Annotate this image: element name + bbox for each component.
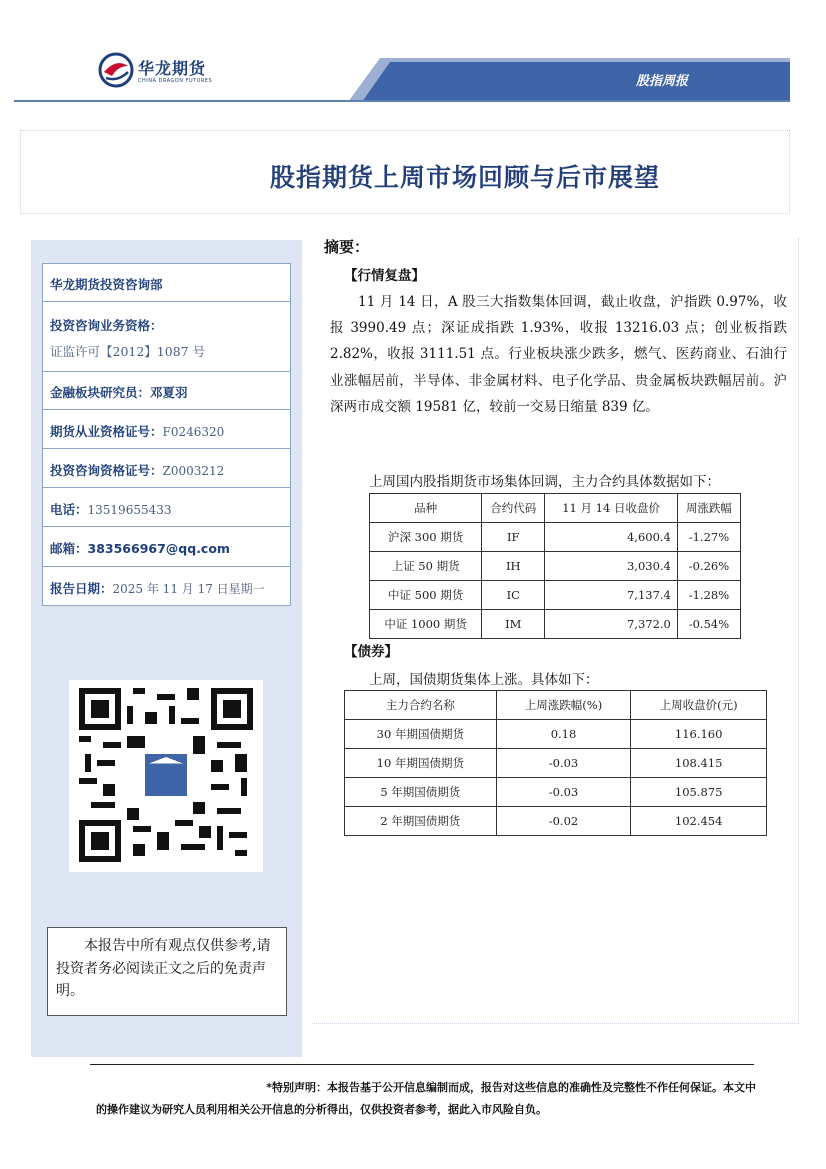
email-value[interactable]: 383566967@qq.com xyxy=(87,541,230,556)
table-header-row xyxy=(345,691,767,720)
futures-table-lead: 上周国内股指期货市场集体回调，主力合约具体数据如下： xyxy=(369,474,720,490)
table-cell: 中证 1000 期货 xyxy=(370,610,482,639)
disclaimer-notice xyxy=(47,927,287,1016)
table-cell: 沪深 300 期货 xyxy=(370,523,482,552)
report-title: 股指期货上周市场回顾与后市展望 xyxy=(270,163,661,192)
table-cell: 上证 50 期货 xyxy=(370,552,482,581)
report-type-tag: 股指周报 xyxy=(636,74,689,89)
table-row xyxy=(345,778,767,807)
col-header: 合约代码 xyxy=(482,494,545,523)
table-cell: 116.160 xyxy=(631,720,767,749)
researcher-name: 邓夏羽 xyxy=(150,385,188,400)
col-header: 主力合约名称 xyxy=(345,691,497,720)
table-row xyxy=(370,581,741,610)
table-cell: 0.18 xyxy=(496,720,631,749)
info-row-date xyxy=(43,567,290,605)
dragon-logo-icon xyxy=(98,52,134,88)
table-cell: 10 年期国债期货 xyxy=(345,749,497,778)
bonds-heading: 【债券】 xyxy=(344,644,398,660)
index-futures-table xyxy=(369,493,741,639)
table-cell: -1.28% xyxy=(677,581,740,610)
col-header: 周涨跌幅 xyxy=(677,494,740,523)
advisory-cert-value: Z0003212 xyxy=(162,464,225,478)
table-cell: 102.454 xyxy=(631,807,767,836)
table-cell: 5 年期国债期货 xyxy=(345,778,497,807)
report-date-value: 2025 年 11 月 17 日星期一 xyxy=(112,582,265,596)
footer-line-1: *特别声明：本报告基于公开信息编制而成，报告对这些信息的准确性及完整性不作任何保证。本文中 xyxy=(266,1081,756,1094)
footer-divider xyxy=(90,1064,754,1065)
table-cell: IF xyxy=(482,523,545,552)
phone-value: 13519655433 xyxy=(87,503,172,517)
qr-code-card xyxy=(69,680,263,872)
table-row xyxy=(370,610,741,639)
footer-disclaimer xyxy=(96,1077,756,1121)
header-divider xyxy=(14,100,789,102)
department-name: 华龙期货投资咨询部 xyxy=(50,277,163,292)
table-cell: IM xyxy=(482,610,545,639)
table-row xyxy=(370,552,741,581)
researcher-label: 金融板块研究员： xyxy=(50,385,151,400)
qr-code-icon[interactable] xyxy=(79,688,253,862)
table-cell: 108.415 xyxy=(631,749,767,778)
table-cell: 7,372.0 xyxy=(545,610,678,639)
logo-subtext: CHINA DRAGON FUTURES xyxy=(138,78,213,84)
info-row-advisory-cert xyxy=(43,449,290,488)
futures-cert-label: 期货从业资格证号： xyxy=(50,424,163,439)
summary-heading: 摘要： xyxy=(324,238,370,256)
table-cell: -0.02 xyxy=(496,807,631,836)
table-cell: 3,030.4 xyxy=(545,552,678,581)
analyst-info-box xyxy=(42,263,291,606)
table-cell: -1.27% xyxy=(677,523,740,552)
table-cell: -0.26% xyxy=(677,552,740,581)
treasury-futures-table xyxy=(344,690,767,836)
table-header-row xyxy=(370,494,741,523)
info-row-researcher xyxy=(43,372,290,410)
notice-text: 本报告中所有观点仅供参考,请投资者务必阅读正文之后的免责声明。 xyxy=(56,938,271,999)
table-cell: -0.54% xyxy=(677,610,740,639)
table-cell: IH xyxy=(482,552,545,581)
company-logo xyxy=(98,52,298,96)
info-row-phone xyxy=(43,488,290,527)
table-cell: IC xyxy=(482,581,545,610)
header-band xyxy=(340,58,790,102)
bonds-table-lead: 上周，国债期货集体上涨。具体如下： xyxy=(369,672,599,688)
table-cell: -0.03 xyxy=(496,778,631,807)
col-header: 上周收盘价(元) xyxy=(631,691,767,720)
qualification-label: 投资咨询业务资格： xyxy=(50,318,163,333)
table-cell: 30 年期国债期货 xyxy=(345,720,497,749)
table-cell: 7,137.4 xyxy=(545,581,678,610)
advisory-cert-label: 投资咨询资格证号： xyxy=(50,463,163,478)
table-cell: 2 年期国债期货 xyxy=(345,807,497,836)
info-row-dept xyxy=(43,264,290,302)
market-review-paragraph: 11 月 14 日，A 股三大指数集体回调，截止收盘，沪指跌 0.97%，收报 3990.49 点；深证成指跌 1.93%，收报 13216.03 点；创业板指跌 2.82%，收报 3111.51 点。行业板块涨少跌多，燃气、医药商业、石油行业涨幅居前，半导体、非金属材料、电子化学品、贵金属板块跌幅居前。沪深两市成交额 19581 亿，较前一交易日缩量 839 亿。 xyxy=(330,294,787,415)
email-label: 邮箱： xyxy=(50,541,88,556)
phone-label: 电话： xyxy=(50,502,88,517)
table-row xyxy=(345,720,767,749)
table-row xyxy=(345,749,767,778)
table-cell: -0.03 xyxy=(496,749,631,778)
col-header: 上周涨跌幅(%) xyxy=(496,691,631,720)
futures-cert-value: F0246320 xyxy=(162,425,225,439)
market-review-heading: 【行情复盘】 xyxy=(344,268,425,284)
logo-text: 华龙期货 xyxy=(138,59,207,78)
col-header: 品种 xyxy=(370,494,482,523)
table-row xyxy=(370,523,741,552)
table-cell: 105.875 xyxy=(631,778,767,807)
table-cell: 4,600.4 xyxy=(545,523,678,552)
table-row xyxy=(345,807,767,836)
footer-line-2: 的操作建议为研究人员利用相关公开信息的分析得出，仅供投资者参考，据此入市风险自负。 xyxy=(96,1103,547,1116)
info-row-futures-cert xyxy=(43,410,290,449)
col-header: 11 月 14 日收盘价 xyxy=(545,494,678,523)
table-cell: 中证 500 期货 xyxy=(370,581,482,610)
report-date-label: 报告日期： xyxy=(50,581,113,596)
info-row-qualification xyxy=(43,302,290,372)
qualification-value: 证监许可【2012】1087 号 xyxy=(50,344,206,359)
info-row-email xyxy=(43,527,290,567)
